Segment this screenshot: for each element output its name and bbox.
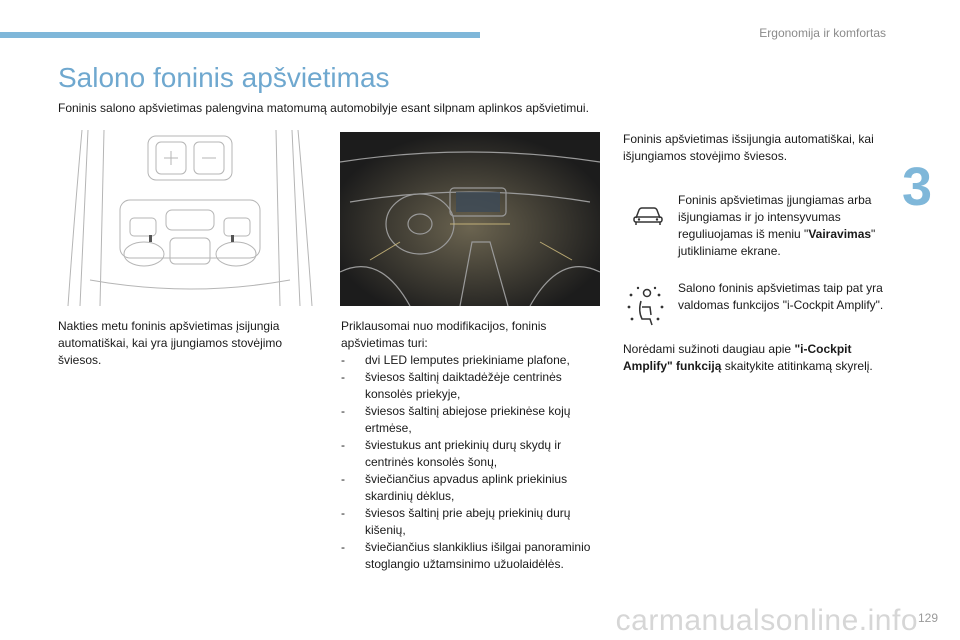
menu-control-text: Foninis apšvietimas įjungiamas arba išjungiamas ir jo intensyvumas reguliuojamas iš meniu "Vairavimas" jutikliniame ekrane. (678, 193, 876, 258)
list-item: - šviesos šaltinį daiktadėžėje centrinės konsolės priekyje, (341, 369, 603, 403)
amplify-control-text: Salono foninis apšvietimas taip pat yra valdomas funkcijos "i-Cockpit Amplify". (678, 281, 884, 312)
page-title: Salono foninis apšvietimas (58, 62, 390, 93)
watermark: carmanualsonline.info (615, 604, 918, 637)
chapter-number: 3 (902, 157, 933, 217)
list-item: - šviesos šaltinį prie abejų priekinių durų kišenių, (341, 505, 603, 539)
lighting-components-section (341, 318, 603, 573)
seated-person-icon (626, 285, 664, 327)
list-item: - šviestukus ant priekinių durų skydų ir centrinės konsolės šonų, (341, 437, 603, 471)
intro-text: Foninis salono apšvietimas palengvina matomumą automobilyje esant silpnam aplinkos apšvietimui. (58, 101, 589, 115)
more-info-text: Norėdami sužinoti daugiau apie "i-Cockpit Amplify" funkciją skaitykite atitinkamą skyrelį. (623, 342, 873, 373)
list-item: - šviesos šaltinį abiejose priekinėse kojų ertmėse, (341, 403, 603, 437)
car-icon (632, 204, 664, 226)
list-item: - šviečiančius apvadus aplink priekinius skardinių dėklus, (341, 471, 603, 505)
components-lead: Priklausomai nuo modifikacijos, foninis apšvietimas turi: (341, 319, 547, 350)
components-list (341, 352, 603, 573)
header-accent-bar (0, 32, 480, 38)
interior-photo (340, 132, 600, 306)
list-item: - šviečiančius slankiklius išilgai panoraminio stoglangio užtamsinimo užuolaidėlės. (341, 539, 603, 573)
list-item: - dvi LED lemputes priekiniame plafone, (341, 352, 603, 369)
page-number: 129 (917, 611, 938, 625)
ceiling-console-illustration (60, 130, 320, 306)
section-header: Ergonomija ir komfortas (759, 26, 886, 40)
auto-off-text: Foninis apšvietimas išsijungia automatiškai, kai išjungiamos stovėjimo šviesos. (623, 132, 874, 163)
night-lighting-text: Nakties metu foninis apšvietimas įsijungia automatiškai, kai yra įjungiamos stovėjimo šviesos. (58, 319, 283, 367)
